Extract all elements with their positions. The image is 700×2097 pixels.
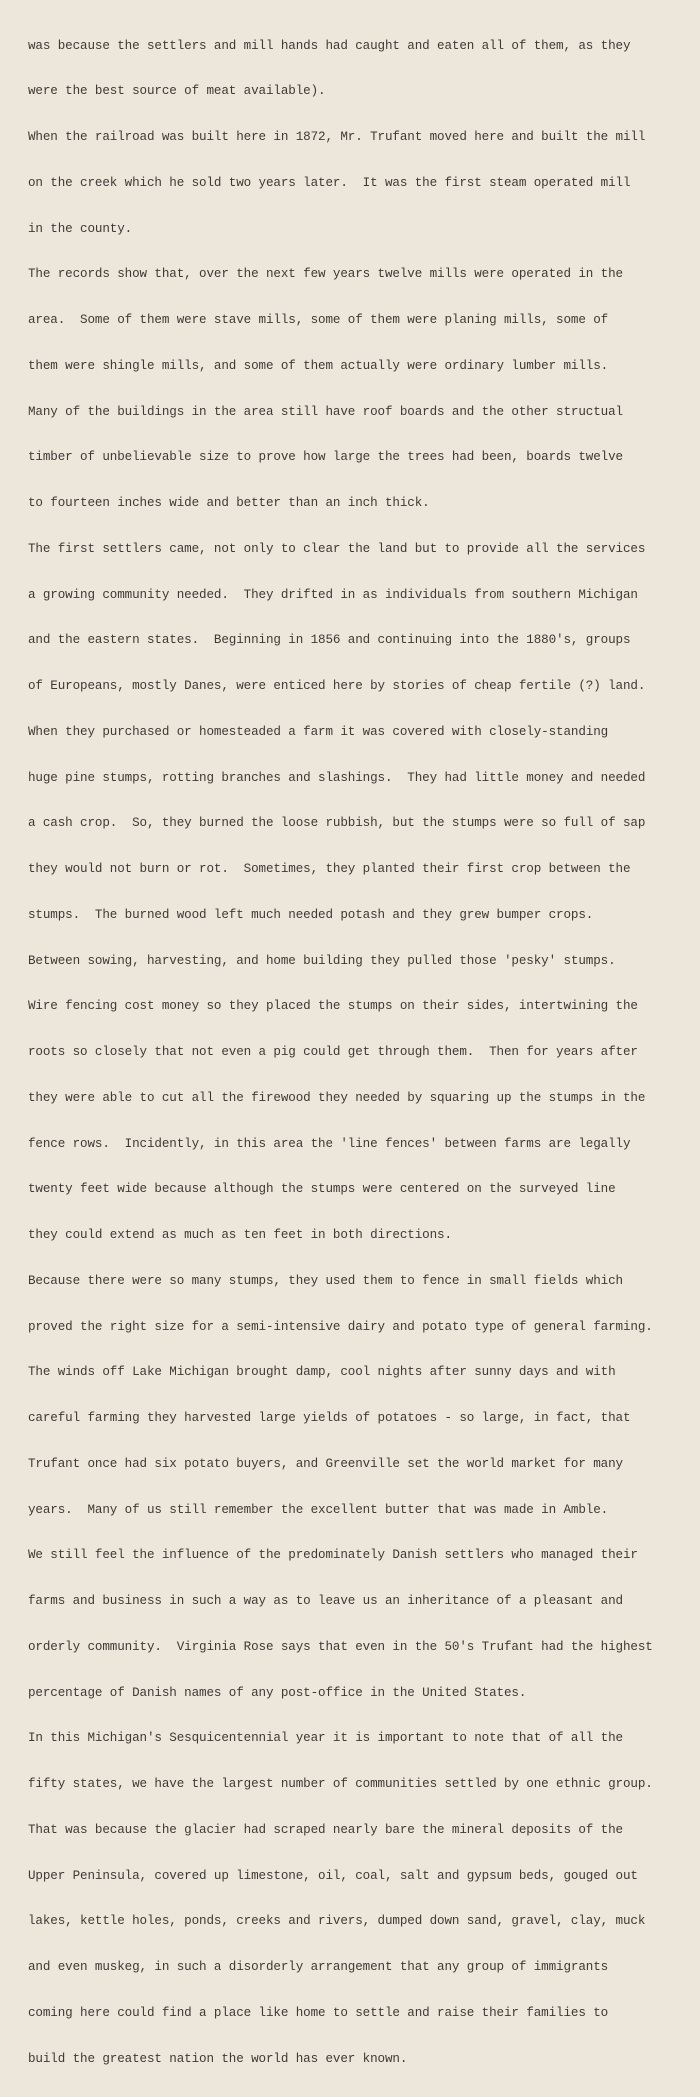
text-line: When the railroad was built here in 1872, Mr. Trufant moved here and built the mill [28, 130, 646, 144]
text-line: huge pine stumps, rotting branches and slashings. They had little money and needed [28, 770, 646, 785]
text-line: build the greatest nation the world has ever known. [28, 2051, 408, 2066]
text-line: a cash crop. So, they burned the loose rubbish, but the stumps were so full of sap [28, 816, 646, 831]
text-line: them were shingle mills, and some of them actually were ordinary lumber mills. [28, 358, 609, 373]
text-line: Between sowing, harvesting, and home building they pulled those 'pesky' stumps. [28, 953, 616, 968]
text-line: twenty feet wide because although the stumps were centered on the surveyed line [28, 1182, 616, 1197]
text-line: careful farming they harvested large yields of potatoes - so large, in fact, that [28, 1411, 631, 1425]
text-line: and the eastern states. Beginning in 1856 and continuing into the 1880's, groups [28, 633, 631, 648]
text-line: in the county. [28, 221, 133, 236]
text-line: lakes, kettle holes, ponds, creeks and rivers, dumped down sand, gravel, clay, muck [28, 1914, 646, 1929]
text-line: Upper Peninsula, covered up limestone, oil, coal, salt and gypsum beds, gouged out [28, 1868, 638, 1883]
text-line: of Europeans, mostly Danes, were enticed here by stories of cheap fertile (?) land. [28, 679, 646, 693]
text-line: area. Some of them were stave mills, some of them were planing mills, some of [28, 313, 609, 327]
text-line: In this Michigan's Sesquicentennial year it is important to note that of all the [28, 1731, 623, 1746]
text-line: they would not burn or rot. Sometimes, they planted their first crop between the [28, 862, 631, 876]
text-line: timber of unbelievable size to prove how large the trees had been, boards twelve [28, 450, 623, 465]
text-line: The winds off Lake Michigan brought damp, cool nights after sunny days and with [28, 1365, 616, 1380]
typewritten-text-body [28, 8, 696, 2097]
text-line: The records show that, over the next few years twelve mills were operated in the [28, 267, 623, 282]
text-line: Trufant once had six potato buyers, and Greenville set the world market for many [28, 1456, 623, 1471]
text-line: and even muskeg, in such a disorderly arrangement that any group of immigrants [28, 1960, 609, 1974]
text-line: Many of the buildings in the area still have roof boards and the other structual [28, 404, 623, 419]
text-line: fifty states, we have the largest number of communities settled by one ethnic group. [28, 1777, 653, 1791]
text-line: orderly community. Virginia Rose says that even in the 50's Trufant had the highest [28, 1639, 653, 1654]
text-line: were the best source of meat available). [28, 84, 326, 99]
text-line: proved the right size for a semi-intensive dairy and potato type of general farming. [28, 1319, 653, 1334]
text-line: stumps. The burned wood left much needed potash and they grew bumper crops. [28, 907, 594, 922]
text-line: coming here could find a place like home to settle and raise their families to [28, 2005, 609, 2020]
text-line: a growing community needed. They drifted in as individuals from southern Michigan [28, 587, 638, 602]
text-line: they were able to cut all the firewood they needed by squaring up the stumps in the [28, 1090, 646, 1105]
text-line: percentage of Danish names of any post-office in the United States. [28, 1685, 527, 1700]
text-line: Wire fencing cost money so they placed the stumps on their sides, intertwining the [28, 999, 638, 1014]
text-line: fence rows. Incidently, in this area the 'line fences' between farms are legally [28, 1136, 631, 1151]
text-line: farms and business in such a way as to leave us an inheritance of a pleasant and [28, 1594, 623, 1608]
text-line: We still feel the influence of the predominately Danish settlers who managed their [28, 1548, 638, 1563]
text-line: on the creek which he sold two years later. It was the first steam operated mill [28, 175, 631, 190]
text-line: to fourteen inches wide and better than an inch thick. [28, 496, 430, 510]
text-line: years. Many of us still remember the excellent butter that was made in Amble. [28, 1502, 609, 1517]
text-line: roots so closely that not even a pig could get through them. Then for years after [28, 1045, 638, 1059]
text-line: The first settlers came, not only to clear the land but to provide all the services [28, 541, 646, 556]
text-line: they could extend as much as ten feet in both directions. [28, 1228, 452, 1242]
text-line: Because there were so many stumps, they used them to fence in small fields which [28, 1273, 623, 1288]
text-line: was because the settlers and mill hands had caught and eaten all of them, as they [28, 38, 631, 53]
text-line: That was because the glacier had scraped nearly bare the mineral deposits of the [28, 1822, 623, 1837]
text-line: When they purchased or homesteaded a farm it was covered with closely-standing [28, 724, 609, 739]
